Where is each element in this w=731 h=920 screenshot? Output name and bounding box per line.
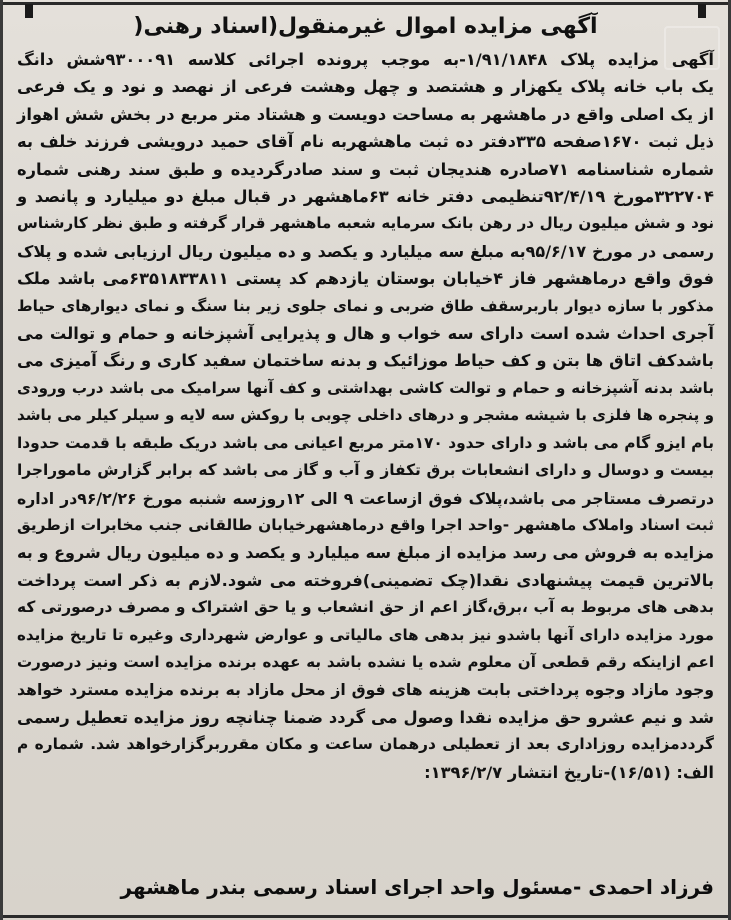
notice-line: آجری احداث شده است دارای سه خواب و هال و پذیرایی آشپزخانه و حمام و توالت می [17, 324, 714, 344]
notice-line: درتصرف مستاجر می باشد،پلاک فوق ازساعت ۹ الی ۱۲روزسه شنبه مورخ ۹۶/۲/۲۶در اداره [17, 488, 715, 508]
notice-line: فوق واقع درماهشهر فاز ۴خیابان بوستان یازدهم کد پستی ۶۳۵۱۸۳۳۸۱۱می باشد ملک [17, 269, 714, 289]
notice-line-reference: الف: (۱۶/۵۱)-تاریخ انتشار ۱۳۹۶/۲/۷: [424, 762, 714, 782]
notice-line: نود و شش میلیون ریال در رهن بانک سرمایه شعبه ماهشهر قرار گرفته و طبق نظر کارشناس [17, 214, 714, 233]
notice-body [17, 46, 714, 786]
notice-line: وجود مازاد وجوه پرداختی بابت هزینه های فوق از محل مازاد به برنده مزایده مسترد خواهد [17, 680, 714, 700]
notice-line: مذکور با سازه دیوار باربرسقف طاق ضربی و نمای جلوی زیر بنا سنگ و نمای دیوارهای حیاط [17, 296, 714, 315]
notice-line: ثبت اسناد واملاک ماهشهر -واحد اجرا واقع درماهشهرخیابان طالقانی جنب مخابرات ازطریق [17, 515, 714, 534]
corner-mark-left [25, 4, 33, 18]
notice-line: باشد بدنه آشپزخانه و حمام و توالت کاشی بهداشتی و کف آنها سرامیک می باشد درب ورودی [17, 378, 714, 397]
signature-line: فرزاد احمدی -مسئول واحد اجرای اسناد رسمی بندر ماهشهر [120, 875, 714, 899]
notice-title: آگهی مزایده اموال غیرمنقول(اسناد رهنی( [133, 14, 598, 39]
notice-line: بالاترین قیمت پیشنهادی نقدا(چک تضمینی)فروخته می شود.لازم به ذکر است پرداخت [17, 570, 714, 590]
notice-line: و پنجره ها فلزی با شیشه مشجر و درهای داخلی چوبی با روکش سه لایه و سیلر کیلر می باشد [17, 406, 714, 425]
notice-line: رسمی در مورخ ۹۵/۶/۱۷به مبلغ سه میلیارد و یکصد و ده میلیون ریال ارزیابی شده و پلاک [17, 241, 715, 261]
watermark-logo [664, 26, 720, 70]
notice-line: از یک اصلی واقع در ماهشهر به مساحت دویست و هشتاد متر مربع در بخش شش اهواز [17, 104, 714, 124]
notice-line: ذیل ثبت ۱۶۷۰صفحه ۳۳۵دفتر ده ثبت ماهشهربه نام آقای حمید درویشی فرزند خلف به [17, 132, 714, 152]
bottom-border-rule [3, 915, 728, 918]
notice-line: بام ایزو گام می باشد و دارای حدود ۱۷۰متر مربع اعیانی می باشد دریک طبقه با قدمت حدودا [17, 433, 714, 452]
notice-line: آگهی مزایده پلاک ۱/۹۱/۱۸۴۸-به موجب پرونده اجرائی کلاسه ۹۳۰۰۰۹۱شش دانگ [17, 50, 714, 69]
notice-line: شماره شناسنامه ۷۱صادره هندیجان ثبت و سند صادرگردیده و طبق سند رهنی شماره [17, 159, 715, 179]
notice-line: شد و نیم عشرو حق مزایده نقدا وصول می گردد ضمنا چنانچه روز مزایده تعطیل رسمی [17, 707, 714, 727]
corner-mark-right [698, 4, 706, 18]
notice-line: مورد مزایده دارای آنها باشدو نیز بدهی های مالیاتی و عوارض شهرداری وغیره تا تاریخ مزایده [17, 625, 714, 644]
top-border-rule [3, 2, 728, 5]
notice-line: گرددمزایده روزاداری بعد از تعطیلی درهمان ساعت و مکان مقرربرگزارخواهد شد. شماره م [17, 735, 714, 754]
notice-line: بیست و دوسال و دارای انشعابات برق تکفاز و آب و گاز می باشد که برابر گزارش ماموراجرا [17, 461, 714, 480]
notice-line: ۳۲۲۷۰۴مورخ ۹۲/۴/۱۹تنظیمی دفتر خانه ۶۳ماهشهر در قبال مبلغ دو میلیارد و پانصد و [17, 187, 714, 207]
notice-line: بدهی های مربوط به آب ،برق،گاز اعم از حق انشعاب و یا حق اشتراک و مصرف درصورتی که [17, 598, 714, 617]
notice-line: مزایده به فروش می رسد مزایده از مبلغ سه میلیارد و یکصد و ده میلیون ریال شروع و به [17, 543, 714, 563]
notice-line: اعم ازاینکه رقم قطعی آن معلوم شده یا نشده باشد به عهده برنده مزایده است ونیز درصورت [17, 652, 714, 671]
notice-line: باشدکف اتاق ها بتن و کف حیاط موزائیک و بدنه ساختمان سفید کاری و رنگ آمیزی می [17, 351, 714, 371]
notice-line: یک باب خانه پلاک یکهزار و هشتصد و چهل وهشت فرعی از نهصد و نود و یک فرعی [17, 77, 714, 97]
